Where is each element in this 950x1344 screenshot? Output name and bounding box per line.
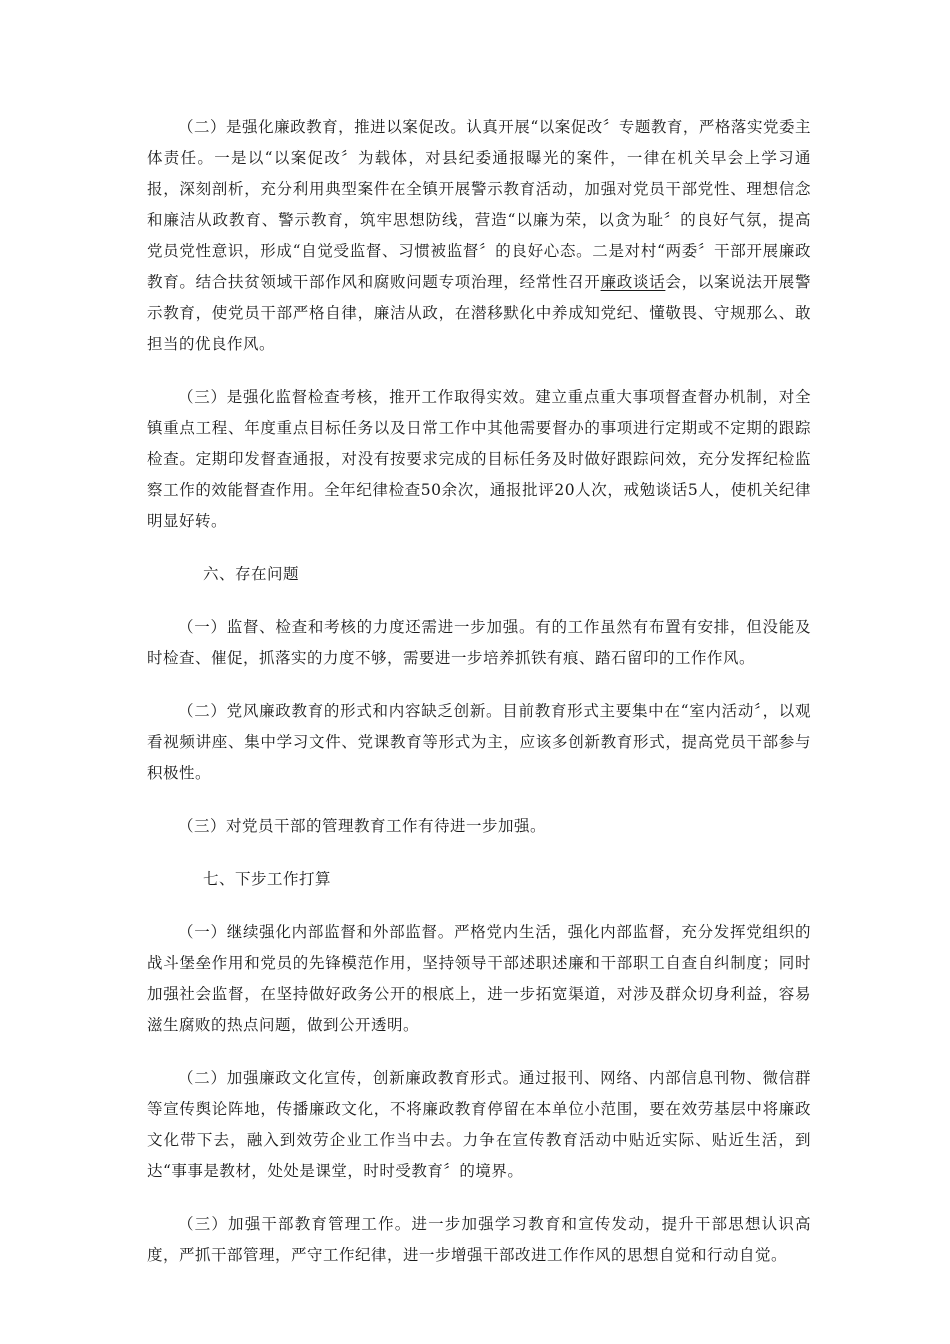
paragraph-plan-3: （三）加强干部教育管理工作。进一步加强学习教育和宣传发动，提升干部思想认识高度，严抓干部管理，严守工作纪律，进一步增强干部改进工作作风的思想自觉和行动自觉。 <box>147 1215 811 1264</box>
paragraph-text: （二）是强化廉政教育，推进以案促改。认真开展“以案促改〞专题教育，严格落实党委主体责任。一是以“以案促改〞为载体，对县纪委通报曝光的案件，一律在机关早会上学习通报，深刻剖析，充分利用典型案件在全镇开展警示教育活动，加强对党员干部党性、理想信念和廉洁从政教育、警示教育，筑牢思想防线，营造“以廉为荣，以贪为耻〞的良好气氛，提高党员党性意识，形成“自觉受监督、习惯被监督〞的良好心态。二是对村“两委〞干部开展廉政教育。结合扶贫领域干部作风和腐败问题专项治理，经常性召开 <box>147 118 811 291</box>
document-page <box>147 112 811 1293</box>
paragraph-problem-1: （一）监督、检查和考核的力度还需进一步加强。有的工作虽然有布置有安排，但没能及时检查、催促，抓落实的力度不够，需要进一步培养抓铁有痕、踏石留印的工作作风。 <box>147 618 811 667</box>
paragraph-text: 会，以案说法开展警示教育，使党员干部严格自律，廉洁从政，在潜移默化中养成知党纪、懂敬畏、守规那么、敢担当的优良作风。 <box>147 273 811 353</box>
paragraph-plan-2: （二）加强廉政文化宣传，创新廉政教育形式。通过报刊、网络、内部信息刊物、微信群等宣传舆论阵地，传播廉政文化，不将廉政教育停留在本单位小范围，要在效劳基层中将廉政文化带下去，融入到效劳企业工作当中去。力争在宣传教育活动中贴近实际、贴近生活，到达“事事是教材，处处是课堂，时时受教育〞的境界。 <box>147 1069 811 1180</box>
paragraph-problem-3: （三）对党员干部的管理教育工作有待进一步加强。 <box>178 817 547 835</box>
paragraph-plan-1: （一）继续强化内部监督和外部监督。严格党内生活，强化内部监督，充分发挥党组织的战斗堡垒作用和党员的先锋模范作用，坚持领导干部述职述廉和干部职工自查自纠制度；同时加强社会监督，在坚持做好政务公开的根底上，进一步拓宽渠道，对涉及群众切身利益，容易滋生腐败的热点问题，做到公开透明。 <box>147 923 811 1034</box>
paragraph-supervision-inspection: （三）是强化监督检查考核，推开工作取得实效。建立重点重大事项督查督办机制，对全镇重点工程、年度重点目标任务以及日常工作中其他需要督办的事项进行定期或不定期的跟踪检查。定期印发督查通报，对没有按要求完成的目标任务及时做好跟踪问效，充分发挥纪检监察工作的效能督查作用。全年纪律检查50余次，通报批评20人次，戒勉谈话5人，使机关纪律明显好转。 <box>147 388 811 530</box>
section-heading-next-steps: 七、下步工作打算 <box>203 870 332 888</box>
paragraph-anti-corruption-education <box>147 112 811 360</box>
paragraph-problem-2: （二）党风廉政教育的形式和内容缺乏创新。目前教育形式主要集中在“室内活动〞，以观看视频讲座、集中学习文件、党课教育等形式为主，应该多创新教育形式，提高党员干部参与积极性。 <box>147 702 811 782</box>
section-heading-existing-problems: 六、存在问题 <box>203 565 300 583</box>
clean-government-talk-link[interactable]: 廉政谈话 <box>600 273 666 291</box>
